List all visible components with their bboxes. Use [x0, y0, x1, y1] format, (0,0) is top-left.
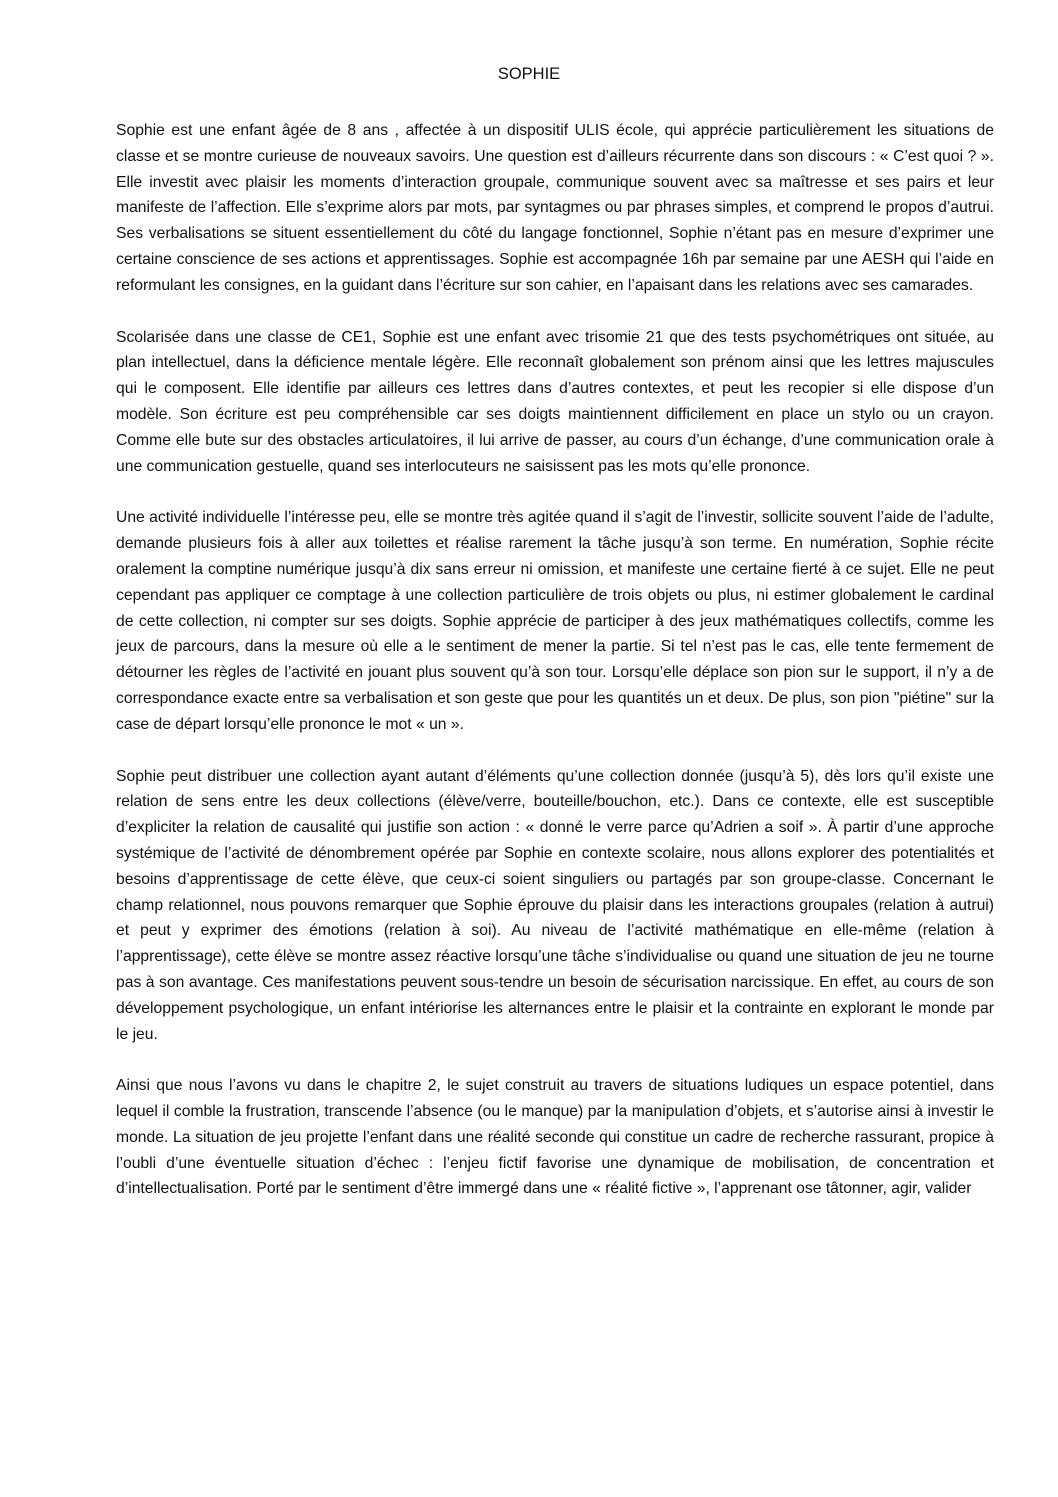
paragraph-2: Scolarisée dans une classe de CE1, Sophie est une enfant avec trisomie 21 que des tests psychométriques ont située, au plan intellectuel, dans la déficience mentale légère. Elle reconnaît globalement son prénom ainsi que les lettres majuscules qui le composent. Elle identifie par ailleurs ces lettres dans d’autres contextes, et peut les recopier si elle dispose d’un modèle. Son écriture est peu compréhensible car ses doigts maintiennent difficilement en place un stylo ou un crayon. Comme elle bute sur des obstacles articulatoires, il lui arrive de passer, au cours d’un échange, d’une communication orale à une communication gestuelle, quand ses interlocuteurs ne saisissent pas les mots qu’elle prononce. — [116, 328, 994, 475]
paragraph-5: Ainsi que nous l’avons vu dans le chapitre 2, le sujet construit au travers de situations ludiques un espace potentiel, dans lequel il comble la frustration, transcende l’absence (ou le manque) par la manipulation d’objets, et s’autorise ainsi à investir le monde. La situation de jeu projette l’enfant dans une réalité seconde qui constitue un cadre de recherche rassurant, propice à l’oubli d’une éventuelle situation d’échec : l’enjeu fictif favorise une dynamique de mobilisation, de concentration et d’intellectualisation. Porté par le sentiment d’être immergé dans une « réalité fictive », l’apprenant ose tâtonner, agir, valider — [116, 1077, 994, 1198]
paragraph-3: Une activité individuelle l’intéresse peu, elle se montre très agitée quand il s’agit de l’investir, sollicite souvent l’aide de l’adulte, demande plusieurs fois à aller aux toilettes et réalise rarement la tâche jusqu’à son terme. En numération, Sophie récite oralement la comptine numérique jusqu’à dix sans erreur ni omission, et manifeste une certaine fierté à ce sujet. Elle ne peut cependant pas appliquer ce comptage à une collection particulière de trois objets ou plus, ni estimer globalement le cardinal de cette collection, ni compter sur ses doigts. Sophie apprécie de participer à des jeux mathématiques collectifs, comme les jeux de parcours, dans la mesure où elle a le sentiment de mener la partie. Si tel n’est pas le cas, elle tente fermement de détourner les règles de l’activité en jouant plus souvent qu’à son tour. Lorsqu’elle déplace son pion sur le support, il n’y a de correspondance exacte entre sa verbalisation et son geste que pour les quantités un et deux. De plus, son pion "piétine" sur la case de départ lorsqu’elle prononce le mot « un ». — [116, 509, 994, 733]
paragraph-1: Sophie est une enfant âgée de 8 ans , affectée à un dispositif ULIS école, qui apprécie particulièrement les situations de classe et se montre curieuse de nouveaux savoirs. Une question est d’ailleurs récurrente dans son discours : « C’est quoi ? ». Elle investit avec plaisir les moments d’interaction groupale, communique souvent avec sa maîtresse et ses pairs et leur manifeste de l’affection. Elle s’exprime alors par mots, par syntagmes ou par phrases simples, et comprend le propos d’autrui. Ses verbalisations se situent essentiellement du côté du langage fonctionnel, Sophie n’étant pas en mesure d’exprimer une certaine conscience de ses actions et apprentissages. Sophie est accompagnée 16h par semaine par une AESH qui l’aide en reformulant les consignes, en la guidant dans l’écriture sur son cahier, en l’apaisant dans les relations avec ses camarades. — [116, 122, 994, 294]
document-body — [116, 118, 994, 1202]
paragraph-4: Sophie peut distribuer une collection ayant autant d’éléments qu’une collection donnée (jusqu’à 5), dès lors qu’il existe une relation de sens entre les deux collections (élève/verre, bouteille/bouchon, etc.). Dans ce contexte, elle est susceptible d’expliciter la relation de causalité qui justifie son action : « donné le verre parce qu’Adrien a soif ». À partir d’une approche systémique de l’activité de dénombrement opérée par Sophie en contexte scolaire, nous allons explorer des potentialités et besoins d’apprentissage de cette élève, que ceux-ci soient singuliers ou partagés par son groupe-classe. Concernant le champ relationnel, nous pouvons remarquer que Sophie éprouve du plaisir dans les interactions groupales (relation à autrui) et peut y exprimer des émotions (relation à soi). Au niveau de l’activité mathématique en elle-même (relation à l’apprentissage), cette élève se montre assez réactive lorsqu’une tâche s’individualise ou quand une situation de jeu ne tourne pas à son avantage. Ces manifestations peuvent sous-tendre un besoin de sécurisation narcissique. En effet, au cours de son développement psychologique, un enfant intériorise les alternances entre le plaisir et la contrainte en explorant le monde par le jeu. — [116, 767, 994, 1043]
document-title: SOPHIE — [497, 65, 561, 83]
